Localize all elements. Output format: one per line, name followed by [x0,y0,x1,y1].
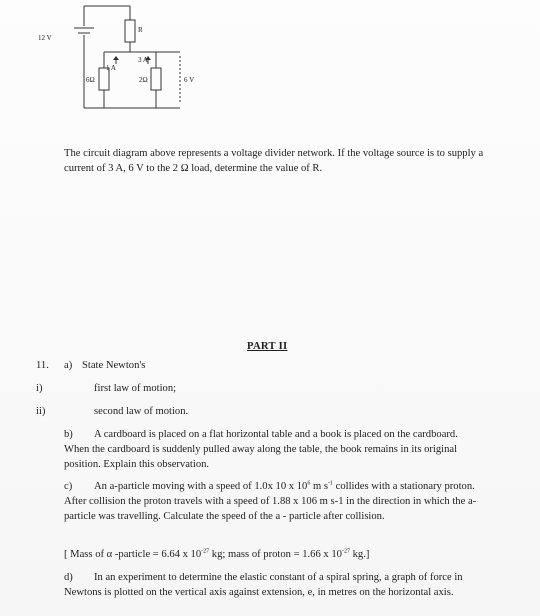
masses-note [64,547,484,562]
sub-ii-text: second law of motion. [94,406,189,417]
part-b-text: A cardboard is placed on a flat horizontal table and a book is placed on the cardboard. When the cardboard is suddenly pulled away along the table, the book remains in its original position. Explain this observation. [64,429,458,470]
part-d-block [64,570,484,600]
sub-i-label: i) [36,383,43,394]
question-intro-text: The circuit diagram above represents a voltage divider network. If the voltage source is to supply a current of 3 A, 6 V to the 2 Ω load, determine the value of R. [64,148,484,174]
current-left-label: 1 A [106,64,116,72]
masses-text-2: kg; mass of proton = 1.66 x 10 [209,549,342,560]
part-d-text: In an experiment to determine the elastic constant of a spiral spring, a graph of force in Newtons is plotted on the vertical axis against extension, e, in metres on the horizontal axis. [64,572,463,598]
part-c-text-2: m s [310,481,328,492]
masses-sup-1: -27 [201,548,210,555]
part-c-block [64,479,484,524]
part-b-label: b) [64,429,73,440]
part-c-label: c) [64,481,73,492]
voltage-divider-circuit-diagram [20,0,260,120]
masses-sup-2: -27 [341,548,350,555]
supply-voltage-label: 12 V [38,34,52,42]
current-right-label: 3 A [138,56,148,64]
sub-i-text: first law of motion; [94,383,177,394]
resistor-2-ohm-label: 2Ω [139,76,148,84]
masses-text-3: kg.] [349,549,370,560]
part-c-text-1: An a-particle moving with a speed of 1.0x 10 x 10 [94,481,308,492]
part-d-label: d) [64,572,73,583]
part-b-block [64,427,484,472]
resistor-6-ohm-label: 6Ω [86,76,95,84]
masses-text-1: [ Mass of α -particle = 6.64 x 10 [64,549,202,560]
part-a-label: a) [64,360,73,371]
sub-ii-label: ii) [36,406,46,417]
part-title: PART II [247,341,288,352]
resistor-r-label: R [138,26,143,34]
part-c-text-3: collides with a stationary proton. After collision the proton travels with a speed of 1.88 x 106 m s-1 in the direction in which the a- particle was travelling. Calculate the speed of the a - particle after collision. [64,481,477,522]
part-a-text: State Newton's [82,360,146,371]
output-voltage-label: 6 V [184,76,195,84]
part-c-sup-1: 6 [307,480,311,487]
question-number: 11. [36,360,49,371]
part-c-sup-2: -1 [327,480,333,487]
